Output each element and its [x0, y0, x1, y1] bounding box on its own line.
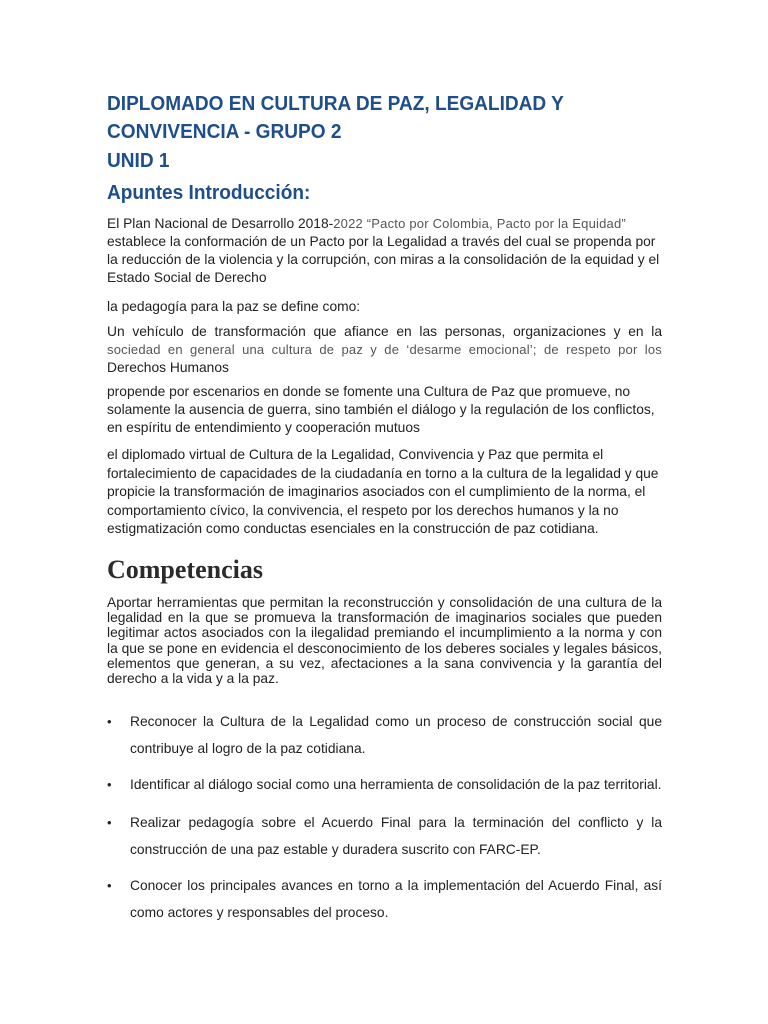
plan-text-start: El Plan Nacional de Desarrollo 2018- — [107, 216, 334, 231]
competencias-paragraph: Aportar herramientas que permitan la reconstrucción y consolidación de una cultura de la legalidad en la que se promueva la transformación de imaginarios sociales que pueden legitimar actos asociados con la ilegalidad premiando el incumplimiento a la norma y con la que se pone en evidencia el desconocimiento de los deberes sociales y legales básicos, elementos que generan, a su vez, afectaciones a la sana convivencia y la garantía del derecho a la vida y a la paz. — [107, 595, 662, 687]
document-title: DIPLOMADO EN CULTURA DE PAZ, LEGALIDAD Y CONVIVENCIA - GRUPO 2 — [107, 92, 564, 143]
competencias-heading: Competencias — [107, 555, 263, 584]
intro-paragraph-vehicle — [107, 323, 662, 377]
bullet-icon: • — [107, 714, 112, 729]
list-item-text: Conocer los principales avances en torno a la implementación del Acuerdo Final, así como actores y responsables del proceso. — [130, 878, 662, 920]
plan-text-rest: establece la conformación de un Pacto por la Legalidad a través del cual se propenda por la reducción de la violencia y la corrupción, con miras a la consolidación de la equidad y el Estado Social de Derecho — [107, 234, 660, 285]
bullet-icon: • — [107, 878, 112, 893]
unit-heading: UNID 1 — [107, 149, 170, 172]
intro-paragraph-plan — [107, 215, 662, 287]
bullet-icon: • — [107, 777, 112, 792]
intro-paragraph-diplomado: el diplomado virtual de Cultura de la Legalidad, Convivencia y Paz que permita el fortalecimiento de capacidades de la ciudadanía en torno a la cultura de la legalidad y que propicie la transformación de imaginarios asociados con el cumplimiento de la norma, el comportamiento cívico, la convivencia, el respeto por los derechos humanos y la no estigmatización como conductas esenciales en la construcción de paz cotidiana. — [107, 447, 659, 536]
list-item-text: Reconocer la Cultura de la Legalidad como un proceso de construcción social que contribuye al logro de la paz cotidiana. — [130, 714, 662, 756]
intro-paragraph-propende: propende por escenarios en donde se fomente una Cultura de Paz que promueve, no solamente la ausencia de guerra, sino también el diálogo y la regulación de los conflictos, en espíritu de entendimiento y cooperación mutuos — [107, 384, 655, 435]
vehicle-line-3: Derechos Humanos — [107, 360, 229, 375]
notes-heading: Apuntes Introducción: — [107, 181, 311, 204]
bullet-icon: • — [107, 815, 112, 830]
list-item-text: Identificar al diálogo social como una herramienta de consolidación de la paz territorial. — [130, 777, 662, 792]
plan-name-quote: 2022 “Pacto por Colombia, Pacto por la Equidad” — [333, 216, 626, 231]
vehicle-line-2: sociedad en general una cultura de paz y de ‘desarme emocional’; de respeto por los — [107, 342, 662, 357]
vehicle-line-1: Un vehículo de transformación que afiance en las personas, organizaciones y en la — [107, 324, 662, 339]
intro-paragraph-pedagogy: la pedagogía para la paz se define como: — [107, 299, 361, 314]
list-item-text: Realizar pedagogía sobre el Acuerdo Final para la terminación del conflicto y la construcción de una paz estable y duradera suscrito con FARC-EP. — [130, 815, 662, 857]
